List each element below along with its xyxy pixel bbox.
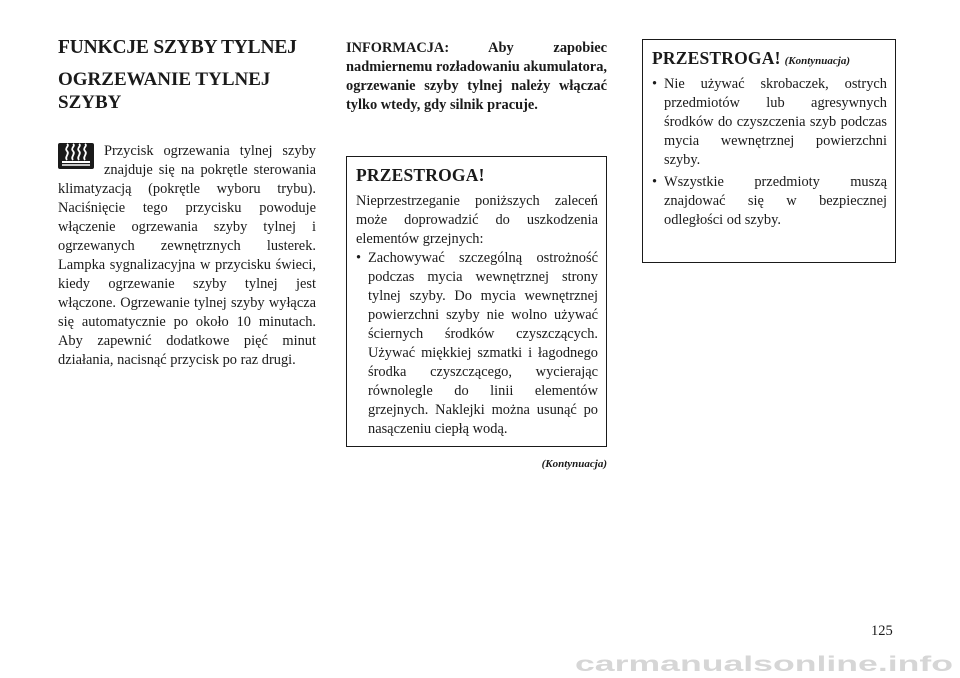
defroster-description: Przycisk ogrzewania tylnej szyby znajduje się na pokrętle sterowania klimatyzacją (pokrętle wyboru trybu). Naciśnięcie tego przycisku powoduje włączenie ogrzewania szyby tylnej i ogrzewanych zewnętrznych lusterek. Lampka sygnalizacyjna w przycisku świeci, kiedy ogrzewanie szyby tylnej jest włączone. Ogrzewanie tylnej szyby wyłącza się automatycznie po około 10 minutach. Aby zapewnić dodatkowe pięć minut działania, nacisnąć przycisk po raz drugi. — [58, 143, 316, 368]
caution-box-continued — [642, 39, 896, 263]
page-number: 125 — [871, 623, 893, 639]
list-item — [652, 75, 887, 170]
section-subtitle: OGRZEWANIE TYLNEJ SZYBY — [58, 69, 271, 113]
caution-title-text: PRZESTROGA! — [652, 48, 781, 68]
watermark-logo — [570, 652, 955, 676]
caution-box — [346, 156, 607, 447]
continued-note: (Kontynuacja) — [541, 458, 607, 470]
bullet-mark: • — [652, 174, 658, 190]
list-item-text: Zachowywać szczególną ostrożność podczas mycia wewnętrznej strony tylnej szyby. Do mycia wewnętrznej powierzchni szyby nie wolno używać ściernych środków czyszczących. Używać miękkiej szmatki i łagodnego środka czyszczącego, wycierając równolegle do linii elementów grzejnych. Naklejki można usunąć po nasączeniu ciepłą wodą. — [368, 250, 598, 437]
caution-title — [652, 48, 887, 69]
caution-title: PRZESTROGA! — [356, 165, 485, 185]
caution-list — [356, 249, 598, 439]
caution-continued-label: (Kontynuacja) — [784, 55, 851, 67]
bullet-mark: • — [652, 76, 658, 92]
bullet-mark: • — [356, 250, 362, 266]
list-item-text: Nie używać skrobaczek, ostrych przedmiotów lub agresywnych środków do czyszczenia szyb podczas mycia wewnętrznej powierzchni szyby. — [664, 76, 887, 168]
svg-text:carmanualsonline.info: carmanualsonline.info — [575, 653, 953, 676]
caution-list — [652, 75, 887, 230]
list-item — [356, 249, 598, 439]
list-item — [652, 173, 887, 230]
caution-intro: Nieprzestrzeganie poniższych zaleceń może doprowadzić do uszkodzenia elementów grzejnych: — [356, 193, 598, 247]
list-item-text: Wszystkie przedmioty muszą znajdować się w bezpiecznej odległości od szyby. — [664, 174, 887, 228]
section-title: FUNKCJE SZYBY TYLNEJ — [58, 37, 297, 58]
info-note: INFORMACJA: Aby zapobiec nadmiernemu rozładowaniu akumulatora, ogrzewanie szyby tylnej należy włączać tylko wtedy, gdy silnik pracuje. — [346, 40, 607, 113]
